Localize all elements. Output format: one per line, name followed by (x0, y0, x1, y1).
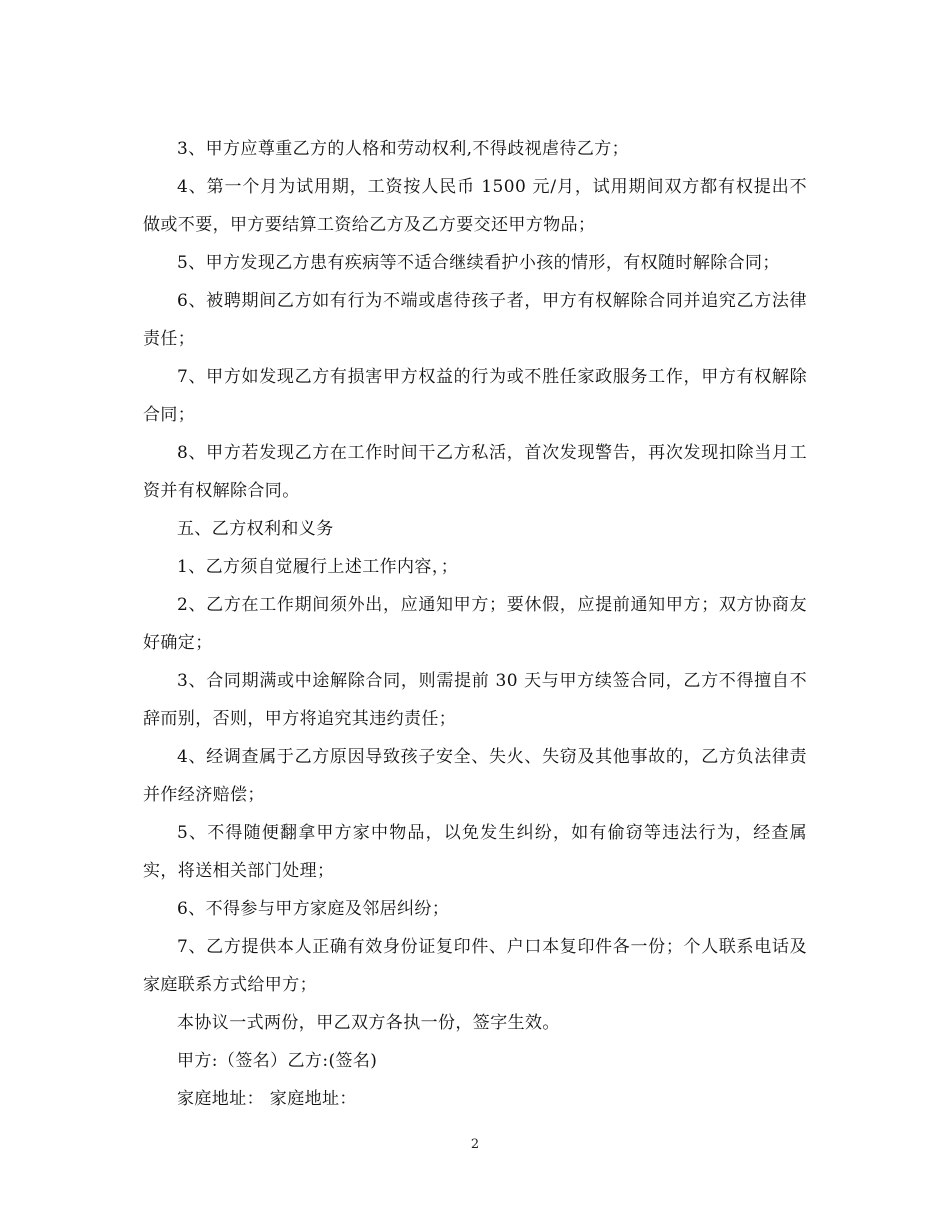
document-body (143, 130, 807, 1118)
clause-6-misconduct: 6、被聘期间乙方如有行为不端或虐待孩子者，甲方有权解除合同并追究乙方法律责任； (143, 291, 807, 349)
address-line: 家庭地址： 家庭地址： (177, 1089, 357, 1109)
section-heading-party-b-rights: 五、乙方权利和义务 (177, 519, 334, 539)
signature-line: 甲方:（签名）乙方:(签名) (177, 1051, 378, 1071)
clause-8-private-work: 8、甲方若发现乙方在工作时间干乙方私活，首次发现警告，再次发现扣除当月工资并有权解除合同。 (143, 443, 807, 501)
agreement-copies-note: 本协议一式两份，甲乙双方各执一份，签字生效。 (177, 1013, 560, 1033)
party-b-clause-1: 1、乙方须自觉履行上述工作内容，； (177, 557, 459, 577)
party-b-clause-4: 4、经调查属于乙方原因导致孩子安全、失火、失窃及其他事故的，乙方负法律责并作经济赔偿； (143, 747, 807, 805)
page-number: 2 (470, 1137, 480, 1152)
party-b-clause-2: 2、乙方在工作期间须外出，应通知甲方；要休假，应提前通知甲方；双方协商友好确定； (143, 595, 807, 653)
party-b-clause-6: 6、不得参与甲方家庭及邻居纠纷； (177, 899, 450, 919)
clause-4-probation: 4、第一个月为试用期，工资按人民币 1500 元/月，试用期间双方都有权提出不做或不要，甲方要结算工资给乙方及乙方要交还甲方物品； (143, 177, 807, 235)
clause-5-illness: 5、甲方发现乙方患有疾病等不适合继续看护小孩的情形，有权随时解除合同； (177, 253, 780, 273)
party-b-clause-5: 5、不得随便翻拿甲方家中物品，以免发生纠纷，如有偷窃等违法行为，经查属实，将送相关部门处理； (143, 823, 807, 881)
clause-7-harm-interests: 7、甲方如发现乙方有损害甲方权益的行为或不胜任家政服务工作，甲方有权解除合同； (143, 367, 807, 425)
party-b-clause-3: 3、合同期满或中途解除合同，则需提前 30 天与甲方续签合同，乙方不得擅自不辞而别，否则，甲方将追究其违约责任； (143, 671, 807, 729)
party-b-clause-7: 7、乙方提供本人正确有效身份证复印件、户口本复印件各一份；个人联系电话及家庭联系方式给甲方； (143, 937, 807, 995)
clause-3-respect-rights: 3、甲方应尊重乙方的人格和劳动权利,不得歧视虐待乙方； (177, 139, 630, 159)
